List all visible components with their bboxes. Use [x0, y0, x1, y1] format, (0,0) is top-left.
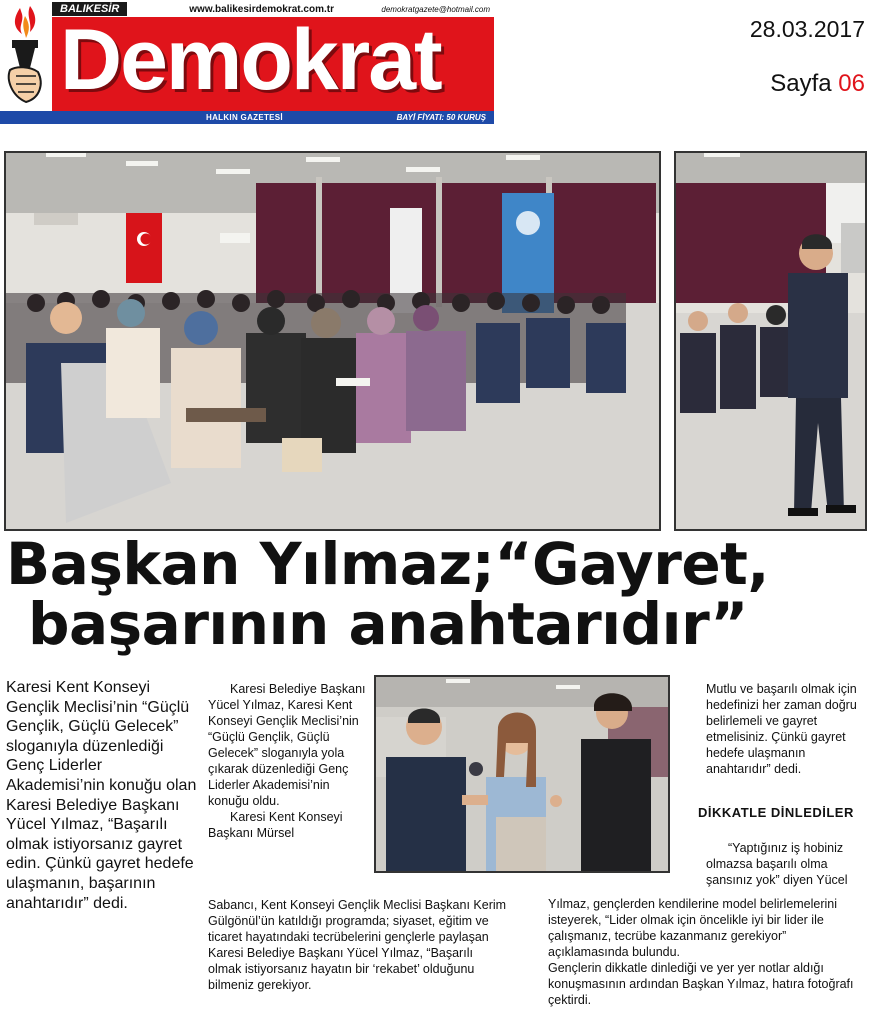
masthead-slogan: HALKIN GAZETESİ — [206, 113, 283, 122]
article-paragraph: Karesi Kent Konseyi Başkanı Mürsel — [208, 810, 343, 840]
masthead — [0, 0, 496, 126]
article-lead: Karesi Kent Konseyi Gençlik Meclisi’nin “Güçlü Gençlik, Güçlü Gelecek” sloganıyla düzenlediği Genç Liderler Akademisi’nin konuğu olan Karesi Belediye Başkanı Yücel Yılmaz, “Başarılı olmak istiyorsanız gayret edin. Çünkü gayret hedefe ulaşmanın, başarının anahtarıdır” dedi. — [6, 679, 197, 912]
article-subheading: DİKKATLE DİNLEDİLER — [698, 805, 854, 820]
article-closing — [548, 896, 868, 1008]
headline-line-1: Başkan Yılmaz;“Gayret, — [6, 530, 769, 598]
handshake-photo — [374, 675, 670, 873]
article-paragraph-col3-quote: “Yaptığınız iş hobiniz olmazsa başarılı olma şansınız yok” diyen Yücel — [706, 841, 848, 887]
page-label: Sayfa — [770, 70, 832, 97]
masthead-price: BAYİ FİYATI: 50 KURUŞ — [396, 113, 486, 122]
headline — [6, 530, 866, 658]
page-number — [770, 70, 865, 98]
issue-date: 28.03.2017 — [749, 16, 865, 42]
masthead-website[interactable]: www.balikesirdemokrat.com.tr — [189, 3, 334, 15]
article-paragraph-col3: Mutlu ve başarılı olmak için hedefinizi her zaman doğru belirlemeli ve gayret etmelisiniz. Çünkü gayret hedefe ulaşmanın anahtarıdır” dedi. — [706, 682, 857, 776]
article-column-2 — [208, 681, 368, 841]
masthead-city: BALIKESİR — [52, 2, 127, 16]
article-paragraph-wide: Sabancı, Kent Konseyi Gençlik Meclisi Başkanı Kerim Gülgönül’ün katıldığı programda; siyaset, eğitim ve ticaret hayatındaki tecrübelerini gençlerle paylaşan Karesi Belediye Başkanı Yücel Yılmaz, “Başarılı olmak istiyorsanız hayatın bir ‘rekabet’ olduğunu bilmeniz gerekiyor. — [208, 898, 507, 992]
main-photo — [4, 151, 661, 531]
article-paragraph: Gençlerin dikkatle dinlediği ve yer yer notlar aldığı konuşmasının ardından Başkan Yılmaz, hatıra fotoğrafı çektirdi. — [548, 961, 854, 1007]
torch-hand-logo-icon — [0, 2, 50, 108]
conference-audience-image — [6, 153, 659, 529]
newspaper-title: Demokrat — [60, 12, 441, 108]
masthead-email[interactable]: demokratgazete@hotmail.com — [381, 4, 490, 14]
speaker-photo — [674, 151, 867, 531]
speaker-image — [676, 153, 865, 529]
headline-line-2: başarının anahtarıdır” — [28, 590, 748, 658]
article-paragraph: Karesi Belediye Başkanı Yücel Yılmaz, Karesi Kent Konseyi Gençlik Meclisi’nin “Güçlü Gençlik, Güçlü Gelecek” sloganıyla yola çıkarak düzenlediği Genç Liderler Akademisi’nin konuğu oldu. — [208, 682, 366, 808]
masthead-bottom-bar — [0, 111, 494, 124]
handshake-image — [376, 677, 668, 871]
page-number-value: 06 — [838, 70, 865, 97]
article-paragraph: Yılmaz, gençlerden kendilerine model belirlemelerini isteyerek, “Lider olmak için öncelikle iyi bir lider ile çalışmanız, tecrübe kazanmanız gerekiyor” açıklamasında bulundu. — [548, 897, 838, 959]
